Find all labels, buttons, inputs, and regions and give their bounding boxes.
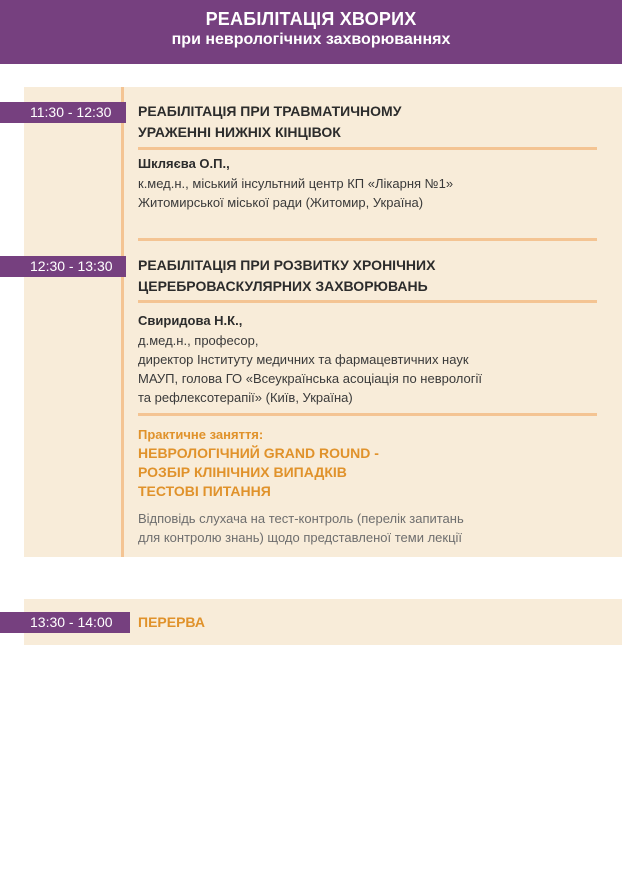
session-title-2 [138, 255, 608, 297]
session-title-1-line2: УРАЖЕННІ НИЖНІХ КІНЦІВОК [138, 124, 341, 140]
divider [138, 413, 597, 416]
practical-label: Практичне заняття: [138, 427, 264, 442]
speaker-block-1 [138, 154, 608, 212]
speaker-name-1: Шкляєва О.П., [138, 156, 230, 171]
practical-note-line2: для контролю знань) щодо представленої теми лекції [138, 530, 463, 545]
practical-title-line2: РОЗБІР КЛІНІЧНИХ ВИПАДКІВ [138, 464, 347, 480]
break-title: ПЕРЕРВА [138, 614, 205, 630]
practical-title-line1: НЕВРОЛОГІЧНИЙ GRAND ROUND - [138, 445, 379, 461]
speaker-affiliation-1-line1: к.мед.н., міський інсультний центр КП «Лікарня №1» [138, 176, 454, 191]
practical-title-line3: ТЕСТОВІ ПИТАННЯ [138, 483, 271, 499]
session-time-3: 13:30 - 14:00 [0, 612, 130, 633]
speaker-affiliation-2-line3: МАУП, голова ГО «Всеукраїнська асоціація по неврології [138, 371, 482, 386]
session-title-1-line1: РЕАБІЛІТАЦІЯ ПРИ ТРАВМАТИЧНОМУ [138, 103, 402, 119]
divider [138, 147, 597, 150]
session-title-1 [138, 101, 608, 143]
session-title-2-line1: РЕАБІЛІТАЦІЯ ПРИ РОЗВИТКУ ХРОНІЧНИХ [138, 257, 436, 273]
practical-note-line1: Відповідь слухача на тест-контроль (перелік запитань [138, 511, 464, 526]
header-title: РЕАБІЛІТАЦІЯ ХВОРИХ [205, 9, 417, 29]
speaker-affiliation-2-line1: д.мед.н., професор, [138, 333, 259, 348]
session-time-2: 12:30 - 13:30 [0, 256, 126, 277]
divider [138, 238, 597, 241]
speaker-affiliation-1-line2: Житомирської міської ради (Житомир, Україна) [138, 195, 424, 210]
timeline-line [121, 87, 124, 557]
practical-block [138, 425, 608, 547]
speaker-name-2: Свиридова Н.К., [138, 313, 243, 328]
speaker-block-2 [138, 311, 608, 407]
session-title-2-line2: ЦЕРЕБРОВАСКУЛЯРНИХ ЗАХВОРЮВАНЬ [138, 278, 428, 294]
header-subtitle: при неврологічних захворюваннях [171, 31, 451, 48]
divider [138, 300, 597, 303]
program-header [0, 0, 622, 64]
speaker-affiliation-2-line4: та рефлексотерапії» (Київ, Україна) [138, 390, 353, 405]
session-time-1: 11:30 - 12:30 [0, 102, 126, 123]
speaker-affiliation-2-line2: директор Інституту медичних та фармацевтичних наук [138, 352, 469, 367]
